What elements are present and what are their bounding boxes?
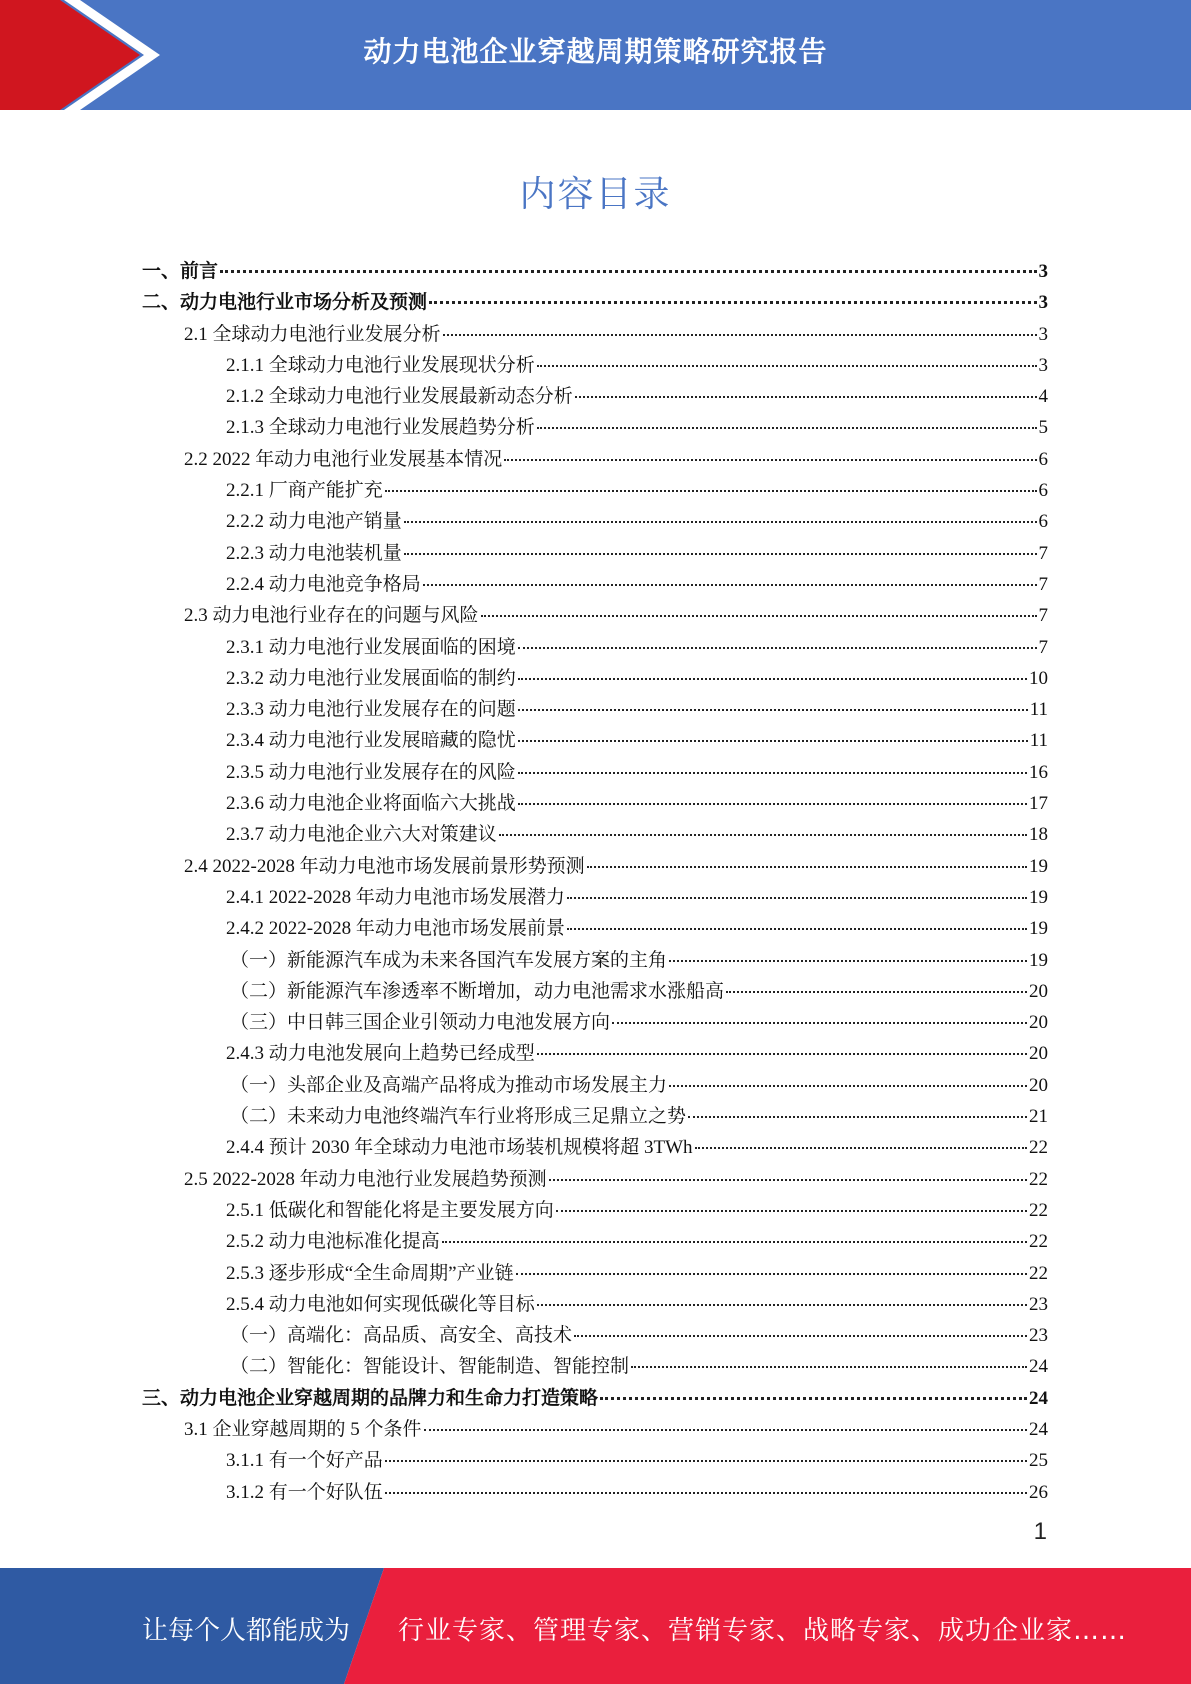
toc-leader: [695, 1147, 1027, 1149]
toc-entry-page: 7: [1038, 605, 1048, 627]
toc-entry[interactable]: [142, 1007, 1048, 1038]
toc-entry-page: 3: [1038, 354, 1048, 376]
toc-entry-page: 5: [1038, 417, 1048, 439]
toc-leader: [612, 1022, 1027, 1024]
toc-entry-label: 2.3.3 动力电池行业发展存在的问题: [226, 699, 516, 721]
toc-entry-page: 22: [1029, 1231, 1048, 1253]
toc-entry[interactable]: [142, 287, 1048, 318]
toc-leader: [423, 584, 1037, 586]
toc-entry-label: 2.5 2022-2028 年动力电池行业发展趋势预测: [184, 1168, 547, 1190]
header-band: [0, 0, 1191, 110]
toc-leader: [600, 1397, 1027, 1400]
toc-leader: [518, 772, 1027, 774]
toc-entry-label: （二）未来动力电池终端汽车行业将形成三足鼎立之势: [230, 1106, 687, 1128]
report-title: 动力电池企业穿越周期策略研究报告: [363, 36, 828, 67]
toc-entry-label: 2.1.1 全球动力电池行业发展现状分析: [226, 354, 535, 376]
toc-leader: [518, 803, 1027, 805]
toc-entry-label: 3.1 企业穿越周期的 5 个条件: [184, 1418, 422, 1440]
toc-entry[interactable]: [142, 1320, 1048, 1351]
toc-entry-page: 7: [1038, 636, 1048, 658]
toc-entry-label: 2.4.3 动力电池发展向上趋势已经成型: [226, 1043, 535, 1065]
toc-entry-page: 24: [1029, 1356, 1048, 1378]
toc-entry[interactable]: [142, 1070, 1048, 1101]
toc-leader: [442, 1241, 1027, 1243]
toc-entry-page: 21: [1029, 1106, 1048, 1128]
toc-entry-label: 2.1 全球动力电池行业发展分析: [184, 323, 441, 345]
toc-entry[interactable]: [142, 851, 1048, 882]
toc-entry-page: 7: [1038, 542, 1048, 564]
toc-entry-page: 11: [1029, 730, 1048, 752]
toc-entry-page: 16: [1029, 761, 1048, 783]
toc-entry[interactable]: [142, 1351, 1048, 1382]
toc-entry[interactable]: [142, 1445, 1048, 1476]
toc-leader: [429, 301, 1036, 304]
toc-leader: [518, 647, 1037, 649]
toc-entry-page: 3: [1038, 292, 1048, 314]
toc-leader: [481, 615, 1037, 617]
toc-leader: [220, 270, 1036, 273]
toc-entry[interactable]: [142, 1414, 1048, 1445]
toc-entry-label: 2.2.4 动力电池竞争格局: [226, 573, 421, 595]
toc-entry[interactable]: [142, 725, 1048, 756]
toc-entry-label: 2.5.4 动力电池如何实现低碳化等目标: [226, 1293, 535, 1315]
toc-leader: [516, 1273, 1027, 1275]
toc-entry-label: （一）头部企业及高端产品将成为推动市场发展主力: [230, 1074, 668, 1096]
toc-leader: [518, 678, 1027, 680]
toc-leader: [567, 897, 1027, 899]
footer-slogan-left: 让每个人都能成为: [142, 1616, 351, 1646]
toc-entry-page: 6: [1038, 480, 1048, 502]
toc-leader: [404, 553, 1037, 555]
toc-entry-label: （二）新能源汽车渗透率不断增加，动力电池需求水涨船高: [230, 980, 725, 1002]
toc-entry-label: 2.2.2 动力电池产销量: [226, 511, 402, 533]
toc-leader: [549, 1179, 1027, 1181]
toc-entry-label: （一）新能源汽车成为未来各国汽车发展方案的主角: [230, 949, 668, 971]
toc-entry-page: 18: [1029, 824, 1048, 846]
toc-entry-page: 20: [1029, 1012, 1048, 1034]
toc-leader: [726, 991, 1027, 993]
toc-entry-page: 10: [1029, 667, 1048, 689]
toc-entry-label: 3.1.1 有一个好产品: [226, 1450, 383, 1472]
toc-leader: [669, 1085, 1027, 1087]
toc-heading: 内容目录: [519, 174, 672, 215]
toc-entry[interactable]: [142, 788, 1048, 819]
toc-leader: [587, 866, 1027, 868]
toc-entry[interactable]: [142, 632, 1048, 663]
toc-leader: [537, 1053, 1027, 1055]
toc-leader: [443, 334, 1037, 336]
toc-entry-label: 2.2.3 动力电池装机量: [226, 542, 402, 564]
toc-entry[interactable]: [142, 663, 1048, 694]
toc-entry[interactable]: [142, 1195, 1048, 1226]
toc-entry-page: 7: [1038, 573, 1048, 595]
toc-entry[interactable]: [142, 1289, 1048, 1320]
toc-entry-label: 2.4.1 2022-2028 年动力电池市场发展潜力: [226, 886, 565, 908]
toc-entry[interactable]: [142, 319, 1048, 350]
toc-entry-label: 3.1.2 有一个好队伍: [226, 1481, 383, 1503]
toc-entry[interactable]: [142, 1226, 1048, 1257]
toc-entry-label: 2.3.5 动力电池行业发展存在的风险: [226, 761, 516, 783]
toc-entry-page: 6: [1038, 511, 1048, 533]
toc-entry-page: 20: [1029, 1074, 1048, 1096]
toc-entry-page: 22: [1029, 1199, 1048, 1221]
toc-entry-label: 2.3.1 动力电池行业发展面临的困境: [226, 636, 516, 658]
toc-leader: [518, 709, 1028, 711]
toc-entry-label: 2.2.1 厂商产能扩充: [226, 480, 383, 502]
toc-entry-label: 2.3.2 动力电池行业发展面临的制约: [226, 667, 516, 689]
toc-entry[interactable]: [142, 506, 1048, 537]
toc-entry[interactable]: [142, 444, 1048, 475]
toc-entry-page: 23: [1029, 1325, 1048, 1347]
toc-leader: [499, 834, 1027, 836]
toc-entry[interactable]: [142, 882, 1048, 913]
toc-leader: [537, 427, 1037, 429]
toc-entry-page: 17: [1029, 793, 1048, 815]
footer-band: [0, 1568, 1191, 1684]
toc-leader: [669, 960, 1027, 962]
toc-leader: [537, 1304, 1027, 1306]
toc-entry-page: 19: [1029, 949, 1048, 971]
toc-entry-label: 2.5.2 动力电池标准化提高: [226, 1231, 440, 1253]
toc-entry-label: 三、动力电池企业穿越周期的品牌力和生命力打造策略: [142, 1387, 599, 1409]
toc-leader: [424, 1429, 1027, 1431]
toc-leader: [556, 1210, 1027, 1212]
toc-entry-page: 22: [1029, 1168, 1048, 1190]
toc-entry-label: 2.4 2022-2028 年动力电池市场发展前景形势预测: [184, 855, 585, 877]
toc-leader: [574, 1335, 1027, 1337]
toc-entry[interactable]: [142, 913, 1048, 944]
toc-entry-page: 4: [1038, 386, 1048, 408]
toc-entry-label: 2.5.1 低碳化和智能化将是主要发展方向: [226, 1199, 554, 1221]
toc-entry[interactable]: [142, 475, 1048, 506]
toc-entry-page: 22: [1029, 1137, 1048, 1159]
toc-leader: [575, 396, 1037, 398]
toc-entry-label: 2.1.3 全球动力电池行业发展趋势分析: [226, 417, 535, 439]
toc-entry-label: （三）中日韩三国企业引领动力电池发展方向: [230, 1012, 611, 1034]
toc-leader: [385, 1492, 1027, 1494]
footer-slogan-right: 行业专家、管理专家、营销专家、战略专家、成功企业家……: [398, 1616, 1128, 1646]
toc-entry[interactable]: [142, 945, 1048, 976]
toc-entry-label: 2.4.4 预计 2030 年全球动力电池市场装机规模将超 3TWh: [226, 1137, 693, 1159]
toc-entry[interactable]: [142, 1258, 1048, 1289]
toc-entry-page: 23: [1029, 1293, 1048, 1315]
toc-entry-page: 20: [1029, 1043, 1048, 1065]
toc-leader: [504, 459, 1036, 461]
toc-entry[interactable]: [142, 412, 1048, 443]
toc-entry[interactable]: [142, 1383, 1048, 1414]
toc-entry[interactable]: [142, 1164, 1048, 1195]
toc-entry-page: 24: [1029, 1387, 1048, 1409]
toc-entry[interactable]: [142, 1477, 1048, 1508]
toc-entry[interactable]: [142, 694, 1048, 725]
toc-entry-page: 3: [1038, 261, 1048, 282]
toc-entry-label: 2.3.7 动力电池企业六大对策建议: [226, 824, 497, 846]
page-number: 1: [1033, 1518, 1047, 1545]
toc-leader: [631, 1366, 1027, 1368]
toc-entry[interactable]: [142, 1101, 1048, 1132]
toc-entry-label: 2.3.4 动力电池行业发展暗藏的隐忧: [226, 730, 516, 752]
toc-entry-page: 19: [1029, 855, 1048, 877]
toc-entry-label: 2.2 2022 年动力电池行业发展基本情况: [184, 448, 503, 470]
toc-entry-label: 一、前言: [142, 261, 219, 282]
toc-entry[interactable]: [142, 256, 1048, 287]
toc-entry[interactable]: [142, 350, 1048, 381]
table-of-contents: [142, 256, 1048, 1508]
toc-entry-label: 二、动力电池行业市场分析及预测: [142, 292, 428, 314]
toc-entry-label: 2.3 动力电池行业存在的问题与风险: [184, 605, 479, 627]
toc-entry[interactable]: [142, 976, 1048, 1007]
toc-entry-label: 2.5.3 逐步形成“全生命周期”产业链: [226, 1262, 514, 1284]
toc-entry-label: 2.1.2 全球动力电池行业发展最新动态分析: [226, 386, 573, 408]
toc-leader: [688, 1116, 1027, 1118]
toc-entry[interactable]: [142, 757, 1048, 788]
toc-entry-page: 26: [1029, 1481, 1048, 1503]
toc-entry-label: 2.3.6 动力电池企业将面临六大挑战: [226, 793, 516, 815]
toc-leader: [567, 928, 1027, 930]
toc-entry[interactable]: [142, 538, 1048, 569]
toc-entry[interactable]: [142, 819, 1048, 850]
toc-entry-label: （一）高端化：高品质、高安全、高技术: [230, 1325, 573, 1347]
toc-entry-page: 20: [1029, 980, 1048, 1002]
toc-entry[interactable]: [142, 381, 1048, 412]
toc-entry-page: 24: [1029, 1418, 1048, 1440]
toc-entry-page: 3: [1038, 323, 1048, 345]
toc-entry-page: 22: [1029, 1262, 1048, 1284]
toc-leader: [385, 490, 1037, 492]
toc-entry[interactable]: [142, 600, 1048, 631]
toc-entry-page: 11: [1029, 699, 1048, 721]
toc-entry-page: 6: [1038, 448, 1048, 470]
toc-entry[interactable]: [142, 1132, 1048, 1163]
toc-entry-page: 19: [1029, 886, 1048, 908]
toc-leader: [518, 740, 1028, 742]
toc-entry-label: （二）智能化：智能设计、智能制造、智能控制: [230, 1356, 630, 1378]
toc-entry-page: 25: [1029, 1450, 1048, 1472]
toc-entry[interactable]: [142, 1038, 1048, 1069]
toc-leader: [537, 365, 1037, 367]
toc-leader: [385, 1460, 1027, 1462]
toc-entry-page: 19: [1029, 918, 1048, 940]
toc-leader: [404, 521, 1037, 523]
toc-entry-label: 2.4.2 2022-2028 年动力电池市场发展前景: [226, 918, 565, 940]
toc-entry[interactable]: [142, 569, 1048, 600]
